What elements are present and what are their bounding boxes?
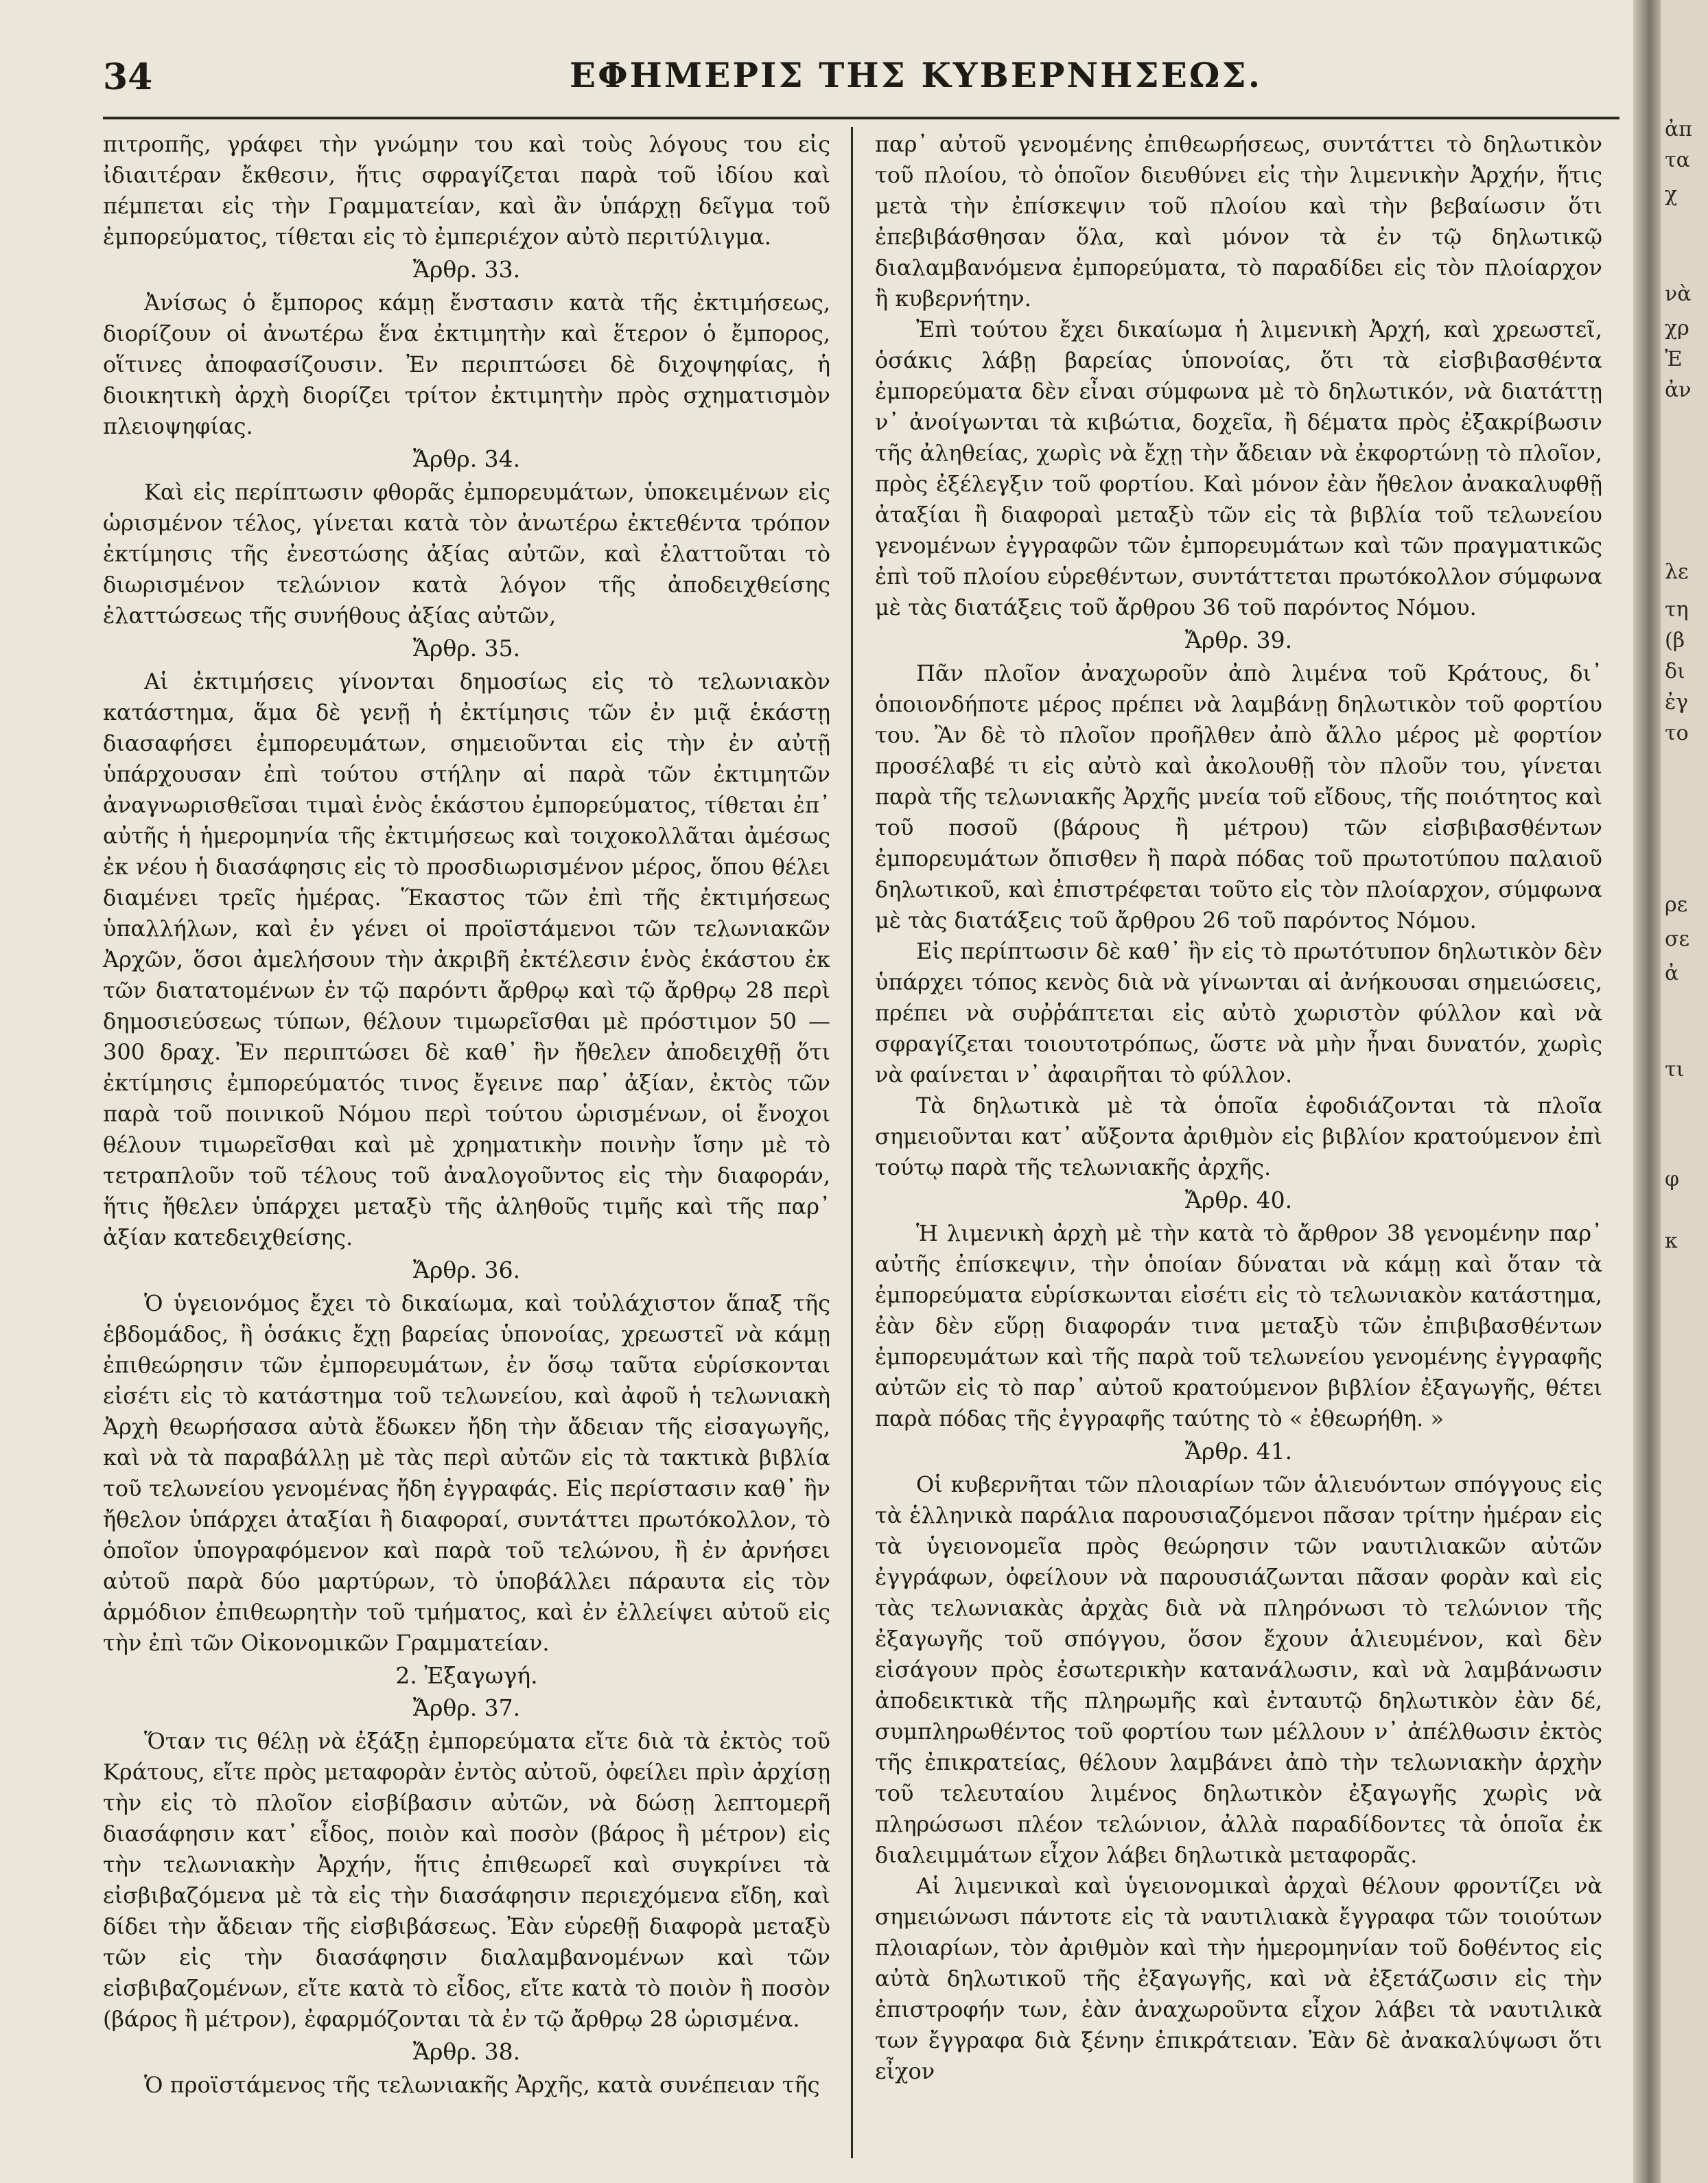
section-heading-export: 2. Ἐξαγωγή. [395, 1662, 538, 1689]
paragraph: Πᾶν πλοῖον ἀναχωροῦν ἀπὸ λιμένα τοῦ Κράτους, δι᾽ ὁποιονδήποτε μέρος πρέπει νὰ λαμβάνῃ δηλωτικὸν τοῦ φορτίου του. Ἂν δὲ τὸ πλοῖον προῆλθεν ἀπὸ ἄλλο μέρος μὲ φορτίον προσέλαβέ τι εἰς αὐτὸ καὶ ἀκολουθῇ τὸν πλοῦν του, γίνεται παρὰ τῆς τελωνιακῆς Ἀρχῆς μνεία τοῦ εἴδους, τῆς ποιότητος καὶ τοῦ ποσοῦ (βάρους ἢ μέτρου) τῶν εἰσβιβασθέντων ἐμπορευμάτων ὄπισθεν ἢ παρὰ πόδας τοῦ πρωτοτύπου παλαιοῦ δηλωτικοῦ, καὶ ἐπιστρέφεται τοῦτο εἰς τὸν πλοίαρχον, σύμφωνα μὲ τὰς διατάξεις τοῦ ἄρθρου 26 τοῦ παρόντος Νόμου. [875, 660, 1602, 933]
article-heading-34: Ἄρθρ. 34. [412, 445, 521, 472]
adjacent-page-fragment: Ἐ [1665, 347, 1683, 371]
adjacent-page-fragment: ἀπ [1665, 117, 1692, 141]
adjacent-page-fragment: ἀν [1665, 378, 1692, 402]
paragraph: Ἀνίσως ὁ ἔμπορος κάμῃ ἔνστασιν κατὰ τῆς ἐκτιμήσεως, διορίζουν οἱ ἀνωτέρω ἕνα ἐκτιμητὴν καὶ ἕτερον ὁ ἔμπορος, οἵτινες ἀποφασίζουσιν. Ἐν περιπτώσει δὲ διχοψηφίας, ἡ διοικητικὴ ἀρχὴ διορίζει τρίτον ἐκτιμητὴν πρὸς σχηματισμὸν πλειοψηφίας. [103, 290, 830, 439]
adjacent-page-fragment: τη [1665, 598, 1689, 622]
article-heading-36: Ἄρθρ. 36. [412, 1257, 521, 1283]
adjacent-page-fragment: λε [1665, 560, 1689, 584]
left-column [103, 129, 830, 2101]
paragraph: Ἡ λιμενικὴ ἀρχὴ μὲ τὴν κατὰ τὸ ἄρθρον 38 γενομένην παρ᾽ αὐτῆς ἐπίσκεψιν, τὴν ὁποίαν δύναται νὰ κάμῃ καὶ ὅταν τὰ ἐμπορεύματα εὑρίσκωνται εἰσέτι εἰς τὸ τελωνιακὸν κατάστημα, ἐὰν δὲν εὕρῃ διαφοράν τινα μεταξὺ τῶν ἐπιβιβασθέντων ἐμπορευμάτων καὶ τῆς παρὰ τοῦ τελωνείου γενομένης ἐγγραφῆς αὐτῶν εἰς τὸ παρ᾽ αὐτοῦ κρατούμενον βιβλίον ἐξαγωγῆς, θέτει παρὰ πόδας τῆς ἐγγραφῆς ταύτης τὸ « ἐθεωρήθη. » [875, 1220, 1602, 1432]
paragraph: παρ᾽ αὐτοῦ γενομένης ἐπιθεωρήσεως, συντάττει τὸ δηλωτικὸν τοῦ πλοίου, τὸ ὁποῖον διευθύνει εἰς τὴν λιμενικὴν Ἀρχήν, ἥτις μετὰ τὴν ἐπίσκεψιν τοῦ πλοίου καὶ τὴν βεβαίωσιν ὅτι ἐπεβιβάσθησαν ὅλα, καὶ μόνον τὰ ἐν τῷ δηλωτικῷ διαλαμβανόμενα ἐμπορεύματα, τὸ παραδίδει εἰς τὸν πλοίαρχον ἢ κυβερνήτην. [875, 131, 1602, 312]
paragraph: Καὶ εἰς περίπτωσιν φθορᾶς ἐμπορευμάτων, ὑποκειμένων εἰς ὡρισμένον τέλος, γίνεται κατὰ τὸν ἀνωτέρω ἐκτεθέντα τρόπον ἐκτίμησις τῆς ἐνεστώσης ἀξίας αὐτῶν, καὶ ἐλαττοῦται τὸ διωρισμένον τελώνιον κατὰ λόγον τῆς ἀποδειχθείσης ἐλαττώσεως τῆς συνήθους ἀξίας αὐτῶν, [103, 479, 830, 629]
paragraph: Εἰς περίπτωσιν δὲ καθ᾽ ἣν εἰς τὸ πρωτότυπον δηλωτικὸν δὲν ὑπάρχει τόπος κενὸς διὰ νὰ γίνωνται αἱ ἀνήκουσαι σημειώσεις, πρέπει νὰ συῤῥάπτεται εἰς αὐτὸ χωριστὸν φύλλον καὶ νὰ σφραγίζεται τοιουτοτρόπως, ὥστε νὰ μὴν ἦναι δυνατόν, χωρὶς νὰ φαίνεται ν᾽ ἀφαιρῆται τὸ φύλλον. [875, 938, 1602, 1088]
article-heading-38: Ἄρθρ. 38. [412, 2038, 521, 2065]
adjacent-page-fragment: χ [1665, 183, 1678, 207]
adjacent-page-fragment: ἐγ [1665, 690, 1689, 714]
adjacent-page-fragment: χρ [1665, 316, 1689, 340]
adjacent-page-fragment: νὰ [1665, 282, 1692, 306]
adjacent-page-fragment: κ [1665, 1229, 1678, 1253]
adjacent-page-fragment: ρε [1665, 893, 1688, 917]
paragraph: Τὰ δηλωτικὰ μὲ τὰ ὁποῖα ἐφοδιάζονται τὰ πλοῖα σημειοῦνται κατ᾽ αὔξοντα ἀριθμὸν εἰς βιβλίον κρατούμενον ἐπὶ τούτῳ παρὰ τῆς τελωνιακῆς ἀρχῆς. [875, 1093, 1602, 1180]
adjacent-page-fragment: ἀ [1665, 961, 1679, 985]
article-heading-33: Ἄρθρ. 33. [412, 256, 521, 283]
book-spine-shadow [1633, 0, 1661, 2183]
article-heading-41: Ἄρθρ. 41. [1184, 1438, 1293, 1464]
adjacent-page-fragment: (β [1665, 629, 1685, 653]
paragraph: Οἱ κυβερνῆται τῶν πλοιαρίων τῶν ἁλιευόντων σπόγγους εἰς τὰ ἑλληνικὰ παράλια παρουσιαζόμενοι πᾶσαν τρίτην ἡμέραν εἰς τὰ ὑγειονομεῖα πρὸς θεώρησιν τῶν ναυτιλιακῶν αὐτῶν ἐγγράφων, ὀφείλουν νὰ παρουσιάζωνται πᾶσαν φορὰν καὶ εἰς τὰς τελωνιακὰς ἀρχὰς διὰ νὰ πληρόνωσι τὸ τελώνιον τῆς ἐξαγωγῆς τοῦ σπόγγου, ὅσον ἔχουν ἁλιευμένον, καὶ δὲν εἰσάγουν πρὸς ἐσωτερικὴν κατανάλωσιν, καὶ νὰ λαμβάνωσιν ἀποδεικτικὰ τῆς πληρωμῆς καὶ ἐνταυτῷ δηλωτικὸν ἐὰν δέ, συμπληρωθέντος τοῦ φορτίου των μέλλουν ν᾽ ἀπέλθωσιν ἐκτὸς τῆς ἐπικρατείας, θέλουν λαμβάνει ἀπὸ τὴν τελωνιακὴν ἀρχὴν τοῦ τελευταίου λιμένος δηλωτικὸν ἐξαγωγῆς χωρὶς νὰ πληρώσωσι πλέον τελώνιον, ἀλλὰ παραδίδοντες τὰ ὁποῖα ἐκ διαλειμμάτων εἶχον λάβει δηλωτικὰ μεταφορᾶς. [875, 1471, 1602, 1868]
header-rule [103, 117, 1619, 119]
article-heading-35: Ἄρθρ. 35. [412, 635, 521, 662]
adjacent-page-fragment: φ [1665, 1167, 1680, 1191]
article-heading-40: Ἄρθρ. 40. [1184, 1187, 1293, 1213]
article-heading-37: Ἄρθρ. 37. [412, 1694, 521, 1721]
paragraph: πιτροπῆς, γράφει τὴν γνώμην του καὶ τοὺς λόγους του εἰς ἰδιαιτέραν ἔκθεσιν, ἥτις σφραγίζεται παρὰ τοῦ ἰδίου καὶ πέμπεται εἰς τὴν Γραμματείαν, καὶ ἂν ὑπάρχῃ δεῖγμα τοῦ ἐμπορεύματος, τίθεται εἰς τὸ ἐμπεριέχον αὐτὸ περιτύλιγμα. [103, 131, 830, 250]
adjacent-page-fragment: δι [1665, 659, 1685, 684]
page-number: 34 [103, 56, 153, 98]
paragraph: Ἐπὶ τούτου ἔχει δικαίωμα ἡ λιμενικὴ Ἀρχή, καὶ χρεωστεῖ, ὁσάκις λάβῃ βαρείας ὑπονοίας, ὅτι τὰ εἰσβιβασθέντα ἐμπορεύματα δὲν εἶναι σύμφωνα μὲ τὸ δηλωτικόν, νὰ διατάττῃ ν᾽ ἀνοίγωνται τὰ κιβώτια, δοχεῖα, ἢ δέματα πρὸς ἐξακρίβωσιν τῆς ἀληθείας, χωρὶς νὰ ἔχῃ τὴν ἄδειαν νὰ ἐκφορτώνῃ τὸ πλοῖον, πρὸς ἐξέλεγξιν τοῦ φορτίου. Καὶ μόνον ἐὰν ἤθελον ἀνακαλυφθῇ ἀταξίαι ἢ διαφοραὶ μεταξὺ τῶν εἰς τὰ βιβλία τοῦ τελωνείου γενομένων ἐγγραφῶν τῶν ἐμπορευμάτων καὶ τῶν πραγματικῶς ἐπὶ τοῦ πλοίου εὑρεθέντων, συντάττεται πρωτόκολλον σύμφωνα μὲ τὰς διατάξεις τοῦ ἄρθρου 36 τοῦ παρόντος Νόμου. [875, 316, 1602, 620]
adjacent-page-edge [1661, 0, 1708, 2183]
column-divider [851, 127, 853, 2158]
running-title: ΕΦΗΜΕΡΙΣ ΤΗΣ ΚΥΒΕΡΝΗΣΕΩΣ. [570, 55, 1263, 95]
adjacent-page-fragment: τι [1665, 1058, 1685, 1082]
adjacent-page-fragment: σε [1665, 927, 1690, 951]
adjacent-page-fragment: το [1665, 721, 1689, 745]
right-column [875, 129, 1602, 2087]
paragraph: Ὅταν τις θέλῃ νὰ ἐξάξῃ ἐμπορεύματα εἴτε διὰ τὰ ἐκτὸς τοῦ Κράτους, εἴτε πρὸς μεταφορὰν ἐντὸς αὐτοῦ, ὀφείλει πρὶν ἀρχίσῃ τὴν εἰς τὸ πλοῖον εἰσβίβασιν αὐτῶν, νὰ δώσῃ λεπτομερῆ διασάφησιν κατ᾽ εἶδος, ποιὸν καὶ ποσὸν (βάρος ἢ μέτρον) εἰς τὴν τελωνιακὴν Ἀρχήν, ἥτις ἐπιθεωρεῖ καὶ συγκρίνει τὰ εἰσβιβαζόμενα μὲ τὰ εἰς τὴν διασάφησιν περιεχόμενα εἴδη, καὶ δίδει τὴν ἄδειαν τῆς εἰσβιβάσεως. Ἐὰν εὑρεθῇ διαφορὰ μεταξὺ τῶν εἰς τὴν διασάφησιν διαλαμβανομένων καὶ τῶν εἰσβιβαζομένων, εἴτε κατὰ τὸ εἶδος, εἴτε κατὰ τὸ ποιὸν ἢ ποσὸν (βάρος ἢ μέτρον), ἐφαρμόζονται τὰ ἐν τῷ ἄρθρῳ 28 ὡρισμένα. [103, 1728, 830, 2032]
adjacent-page-fragment: τα [1665, 148, 1690, 172]
article-heading-39: Ἄρθρ. 39. [1184, 627, 1293, 653]
paragraph: Αἱ ἐκτιμήσεις γίνονται δημοσίως εἰς τὸ τελωνιακὸν κατάστημα, ἅμα δὲ γενῇ ἡ ἐκτίμησις τῶν ἐν μιᾷ ἑκάστῃ διασαφήσει ἐμπορευμάτων, σημειοῦνται εἰς τὴν ἐν αὐτῇ ὑπάρχουσαν ἐπὶ τούτου στήλην αἱ παρὰ τῶν ἐκτιμητῶν ἀναγνωρισθεῖσαι τιμαὶ ἑνὸς ἑκάστου ἐμπορεύματος, τίθεται ἐπ᾽ αὐτῆς ἡ ἡμερομηνία τῆς ἐκτιμήσεως καὶ τοιχοκολλᾶται ἀμέσως ἐκ νέου ἡ διασάφησις εἰς τὸ προσδιωρισμένον μέρος, ὅπου θέλει διαμένει τρεῖς ἡμέρας. Ἕκαστος τῶν ἐπὶ τῆς ἐκτιμήσεως ὑπαλλήλων, καὶ ἐν γένει οἱ προϊστάμενοι τῶν τελωνιακῶν Ἀρχῶν, ὅσοι ἀμελήσουν τὴν ἀκριβῆ ἐκτέλεσιν ἑνὸς ἑκάστου ἐκ τῶν διατατομένων ἐν τῷ παρόντι ἄρθρῳ καὶ τῷ ἄρθρῳ 28 περὶ δημοσιεύσεως τύπων, θέλουν τιμωρεῖσθαι μὲ πρόστιμον 50 — 300 δραχ. Ἐν περιπτώσει δὲ καθ᾽ ἣν ἤθελεν ἀποδειχθῇ ὅτι ἐκτίμησις ἐμπορεύματός τινος ἔγεινε παρ᾽ ἀξίαν, ἐκτὸς τῶν παρὰ τοῦ ποινικοῦ Νόμου περὶ τούτου ὡρισμένων, οἱ ἔνοχοι θέλουν τιμωρεῖσθαι καὶ μὲ χρηματικὴν ποινὴν ἴσην μὲ τὸ τετραπλοῦν τοῦ τέλους τοῦ ἀναλογοῦντος εἰς τὴν διαφοράν, ἥτις ἤθελεν ὑπάρχει μεταξὺ τῆς ἀληθοῦς τιμῆς καὶ τῆς παρ᾽ ἀξίαν κατεδειχθείσης. [103, 668, 830, 1250]
paragraph: Ὁ ὑγειονόμος ἔχει τὸ δικαίωμα, καὶ τοὐλάχιστον ἅπαξ τῆς ἑβδομάδος, ἢ ὁσάκις ἔχῃ βαρείας ὑπονοίας, χρεωστεῖ νὰ κάμῃ ἐπιθεώρησιν τῶν ἐμπορευμάτων, ἐν ὅσῳ ταῦτα εὑρίσκονται εἰσέτι εἰς τὸ κατάστημα τοῦ τελωνείου, καὶ ἀφοῦ ἡ τελωνιακὴ Ἀρχὴ θεωρήσασα αὐτὰ ἔδωκεν ἤδη τὴν ἄδειαν τῆς εἰσαγωγῆς, καὶ νὰ τὰ παραβάλλῃ μὲ τὰς περὶ αὐτῶν εἰς τὰ τακτικὰ βιβλία τοῦ τελωνείου γενομένας ἤδη ἐγγραφάς. Εἰς περίστασιν καθ᾽ ἣν ἤθελον ὑπάρχει ἀταξίαι ἢ διαφοραί, συντάττει πρωτόκολλον, τὸ ὁποῖον ὑπογραφόμενον καὶ παρὰ τοῦ τελώνου, ἢ ἐν ἀρνήσει αὐτοῦ παρὰ δύο μαρτύρων, τὸ ὑποβάλλει πάραυτα εἰς τὸν ἁρμόδιον ἐπιθεωρητὴν τοῦ τμήματος, καὶ ἐν ἐλλείψει αὐτοῦ εἰς τὴν ἐπὶ τῶν Οἰκονομικῶν Γραμματείαν. [103, 1290, 830, 1656]
paragraph: Ὁ προϊστάμενος τῆς τελωνιακῆς Ἀρχῆς, κατὰ συνέπειαν τῆς [144, 2072, 820, 2098]
paragraph: Αἱ λιμενικαὶ καὶ ὑγειονομικαὶ ἀρχαὶ θέλουν φροντίζει νὰ σημειώνωσι πάντοτε εἰς τὰ ναυτιλιακὰ ἔγγραφα τῶν τοιούτων πλοιαρίων, τὸν ἀριθμὸν καὶ τὴν ἡμερομηνίαν τοῦ δοθέντος εἰς αὐτὰ δηλωτικοῦ τῆς ἐξαγωγῆς, καὶ νὰ ἐξετάζωσιν εἰς τὴν ἐπιστροφήν των, ἐὰν ἀναχωροῦντα εἶχον λάβει τὰ ναυτιλικὰ των ἔγγραφα διὰ ξένην ἐπικράτειαν. Ἐὰν δὲ ἀνακαλύψωσι ὅτι εἶχον [875, 1873, 1602, 2084]
